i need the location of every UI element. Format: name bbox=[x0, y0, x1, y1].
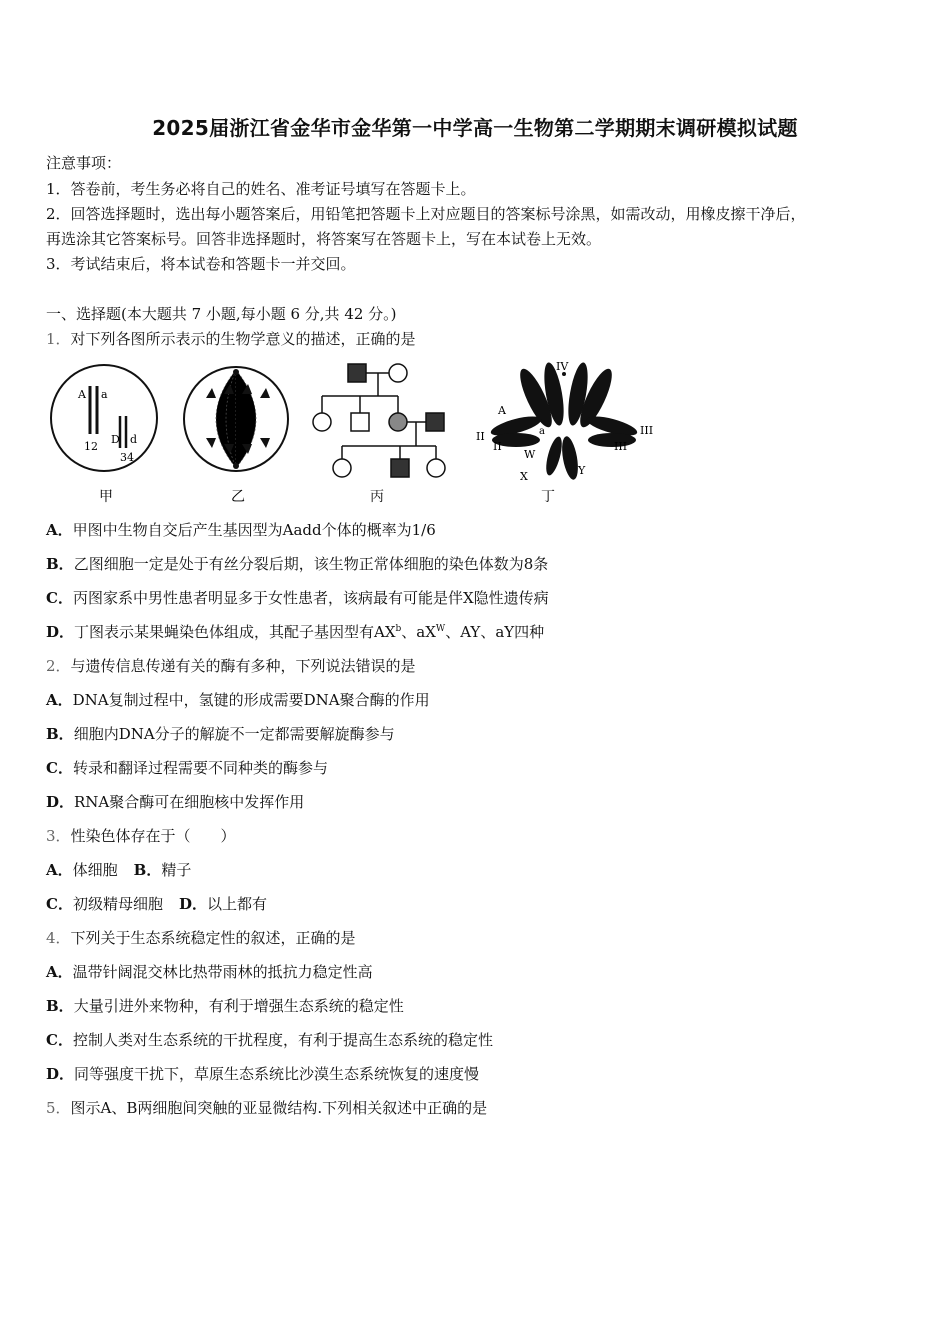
page-title: 2025届浙江省金华市金华第一中学高一生物第二学期期末调研模拟试题 bbox=[152, 116, 798, 140]
figure-label-ding: 丁 bbox=[541, 489, 555, 505]
q2-option-c: C．转录和翻译过程需要不同种类的酶参与 bbox=[46, 759, 328, 777]
chrom-II: II bbox=[493, 440, 502, 453]
chrom-IV: IV bbox=[556, 360, 569, 373]
question-3: 3．性染色体存在于（ ） bbox=[46, 827, 236, 845]
chrom-II-left: II bbox=[476, 430, 485, 443]
gene-d: d bbox=[130, 433, 138, 446]
question-2: 2．与遗传信息传递有关的酶有多种，下列说法错误的是 bbox=[46, 657, 416, 675]
gene-a-ding: a bbox=[539, 426, 545, 437]
q2-option-d: D．RNA聚合酶可在细胞核中发挥作用 bbox=[46, 793, 305, 811]
figure-yi bbox=[184, 367, 288, 505]
question-4: 4．下列关于生态系统稳定性的叙述，正确的是 bbox=[46, 929, 356, 947]
q2-option-a: A．DNA复制过程中，氢键的形成需要DNA聚合酶的作用 bbox=[46, 691, 430, 709]
question-5: 5．图示A、B两细胞间突触的亚显微结构.下列相关叙述中正确的是 bbox=[46, 1099, 488, 1117]
figure-label-jia: 甲 bbox=[99, 489, 113, 505]
figure-bing bbox=[313, 364, 445, 505]
question-1 bbox=[46, 328, 416, 349]
q4-option-d: D．同等强度干扰下，草原生态系统比沙漠生态系统恢复的速度慢 bbox=[46, 1065, 480, 1083]
question-1-figures bbox=[46, 356, 666, 510]
label-34: 34 bbox=[120, 451, 134, 464]
q1-option-d: D．丁图表示某果蝇染色体组成，其配子基因型有$AX^b$、$aX^W$、AY、aY四种 bbox=[46, 623, 545, 641]
q4-option-a: A．温带针阔混交林比热带雨林的抵抗力稳定性高 bbox=[46, 963, 373, 981]
notice-heading: 注意事项： bbox=[46, 154, 122, 172]
figure-label-bing: 丙 bbox=[370, 489, 384, 505]
q3-options-cd: C．初级精母细胞 D．以上都有 bbox=[46, 895, 267, 913]
gene-A: A bbox=[78, 388, 86, 401]
figure-label-yi: 乙 bbox=[231, 489, 245, 505]
notice-item-3: 3．考试结束后，将本试卷和答题卡一并交回。 bbox=[46, 255, 356, 273]
question-number: 1． bbox=[46, 330, 71, 348]
gene-A-ding: A bbox=[498, 404, 506, 417]
notice-item-2: 2．回答选择题时，选出每小题答案后，用铅笔把答题卡上对应题目的答案标号涂黑，如需改动，用橡皮擦干净后， bbox=[46, 205, 806, 223]
q1-option-b: B．乙图细胞一定是处于有丝分裂后期，该生物正常体细胞的染色体数为8条 bbox=[46, 555, 549, 573]
gene-a: a bbox=[101, 388, 108, 401]
question-stem: 对下列各图所示表示的生物学意义的描述，正确的是 bbox=[70, 330, 416, 348]
q1-option-c: C．丙图家系中男性患者明显多于女性患者，该病最有可能是伴X隐性遗传病 bbox=[46, 589, 549, 607]
label-12: 12 bbox=[84, 440, 98, 453]
figure-jia bbox=[51, 365, 157, 505]
q1-option-a: A．甲图中生物自交后产生基因型为Aadd个体的概率为1/6 bbox=[46, 521, 436, 539]
section-heading: 一、选择题(本大题共 7 小题,每小题 6 分,共 42 分。) bbox=[46, 305, 397, 323]
chrom-III: III bbox=[614, 440, 628, 453]
q4-option-c: C．控制人类对生态系统的干扰程度，有利于提高生态系统的稳定性 bbox=[46, 1031, 493, 1049]
q2-option-b: B．细胞内DNA分子的解旋不一定都需要解旋酶参与 bbox=[46, 725, 395, 743]
q3-options-ab: A．体细胞 B．精子 bbox=[46, 861, 192, 879]
notice-item-2-cont: 再选涂其它答案标号。回答非选择题时，将答案写在答题卡上，写在本试卷上无效。 bbox=[46, 230, 602, 248]
gene-D: D bbox=[111, 433, 120, 446]
chrom-Y: Y bbox=[578, 464, 586, 477]
chrom-X: X bbox=[520, 470, 528, 483]
gene-W: W bbox=[524, 448, 536, 461]
figure-ding bbox=[476, 360, 653, 505]
q4-option-b: B．大量引进外来物种，有利于增强生态系统的稳定性 bbox=[46, 997, 404, 1015]
chrom-III-right: III bbox=[640, 424, 654, 437]
notice-item-1: 1．答卷前，考生务必将自己的姓名、准考证号填写在答题卡上。 bbox=[46, 180, 476, 198]
